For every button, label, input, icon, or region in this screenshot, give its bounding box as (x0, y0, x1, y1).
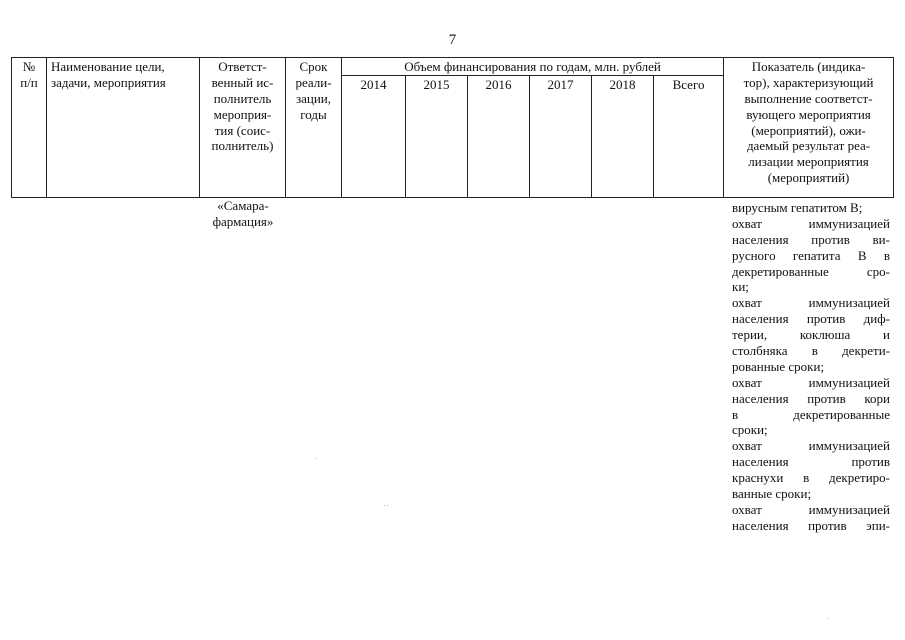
header-term-line: реали- (295, 74, 332, 90)
scan-speck (828, 618, 829, 619)
indicator-word: иммунизацией (808, 295, 890, 311)
page-number: 7 (448, 32, 457, 48)
header-indicator-line: (мероприятий) (767, 170, 850, 186)
header-year-2014: 2014 (342, 76, 406, 198)
indicator-text (732, 200, 890, 534)
indicator-line (732, 327, 890, 343)
indicator-word: гепатита (792, 247, 841, 263)
indicator-word: декретированные (732, 263, 829, 279)
header-term-line: годы (300, 106, 327, 122)
indicator-word: русного (732, 247, 776, 263)
indicator-word: кори (864, 390, 890, 406)
indicator-line (732, 518, 890, 534)
indicator-word: иммунизацией (808, 501, 890, 517)
indicator-word: эпи- (866, 517, 890, 533)
header-term (286, 58, 342, 198)
indicator-word: охват (732, 438, 762, 454)
indicator-line: вирусным гепатитом В; (732, 200, 863, 215)
header-total: Всего (654, 76, 724, 198)
header-responsible-line: полнитель (213, 90, 272, 106)
indicator-word: коклюша (799, 327, 851, 343)
indicator-line (732, 264, 890, 280)
indicator-word: против (851, 454, 890, 470)
header-indicator-line: лизации мероприятия (748, 154, 869, 170)
indicator-line (732, 295, 890, 311)
indicator-word: населения (732, 231, 789, 247)
indicator-line (732, 438, 890, 454)
indicator-word: населения (732, 311, 789, 327)
header-indicator-line: (мероприятий), ожи- (751, 122, 866, 138)
header-responsible (200, 58, 286, 198)
indicator-word: в (732, 406, 739, 422)
indicator-word: против (806, 311, 846, 327)
table-header (11, 57, 894, 198)
indicator-word: населения (732, 517, 789, 533)
indicator-word: населения (732, 390, 789, 406)
indicator-line (732, 454, 890, 470)
indicator-line (732, 502, 890, 518)
header-indicator-line: тор), характеризующий (743, 74, 874, 90)
indicator-word: краснухи (732, 470, 784, 486)
header-term-line: Срок (299, 59, 328, 74)
scan-speck (316, 458, 317, 459)
indicator-word: столбняка (732, 343, 788, 359)
indicator-line (732, 343, 890, 359)
header-responsible-line: полнитель) (211, 138, 274, 154)
indicator-line (732, 391, 890, 407)
indicator-word: в (811, 343, 818, 359)
indicator-word: иммунизацией (808, 374, 890, 390)
indicator-word: иммунизацией (808, 215, 890, 231)
header-number (12, 58, 47, 198)
indicator-word: и (883, 327, 890, 343)
indicator-line: ки; (732, 279, 749, 295)
header-year-2018: 2018 (592, 76, 654, 198)
header-responsible-line: Ответст- (218, 59, 267, 74)
header-financing-title: Объем финансирования по годам, млн. рублей (342, 58, 724, 76)
indicator-line (732, 216, 890, 232)
indicator-word: декретиро- (829, 470, 890, 486)
indicator-word: населения (732, 454, 789, 470)
header-responsible-line: мероприя- (213, 106, 272, 122)
indicator-line: рованные сроки; (732, 358, 825, 374)
header-term-line: зации, (295, 90, 332, 106)
indicator-word: В (857, 247, 867, 263)
indicator-word: диф- (863, 311, 890, 327)
header-number-line: № (22, 59, 36, 74)
header-year-2017: 2017 (530, 76, 592, 198)
indicator-word: против (811, 231, 850, 247)
co-executor-line: «Самара- (217, 198, 269, 213)
indicator-word: в (883, 247, 890, 263)
indicator-word: против (807, 390, 846, 406)
indicator-word: в (803, 470, 810, 486)
indicator-word: декретированные (793, 406, 890, 422)
header-name-line: задачи, мероприятия (51, 74, 166, 90)
header-name (47, 58, 200, 198)
indicator-word: сро- (866, 263, 890, 279)
indicator-word: терии, (732, 327, 768, 343)
header-name-line: Наименование цели, (51, 59, 165, 74)
header-year-2015: 2015 (406, 76, 468, 198)
indicator-word: охват (732, 295, 762, 311)
header-indicator-line: даемый результат реа- (746, 138, 871, 154)
indicator-word: декрети- (842, 343, 890, 359)
co-executor (204, 198, 282, 230)
scan-speck (384, 505, 385, 506)
indicator-word: иммунизацией (808, 438, 890, 454)
indicator-line (732, 311, 890, 327)
indicator-line (732, 407, 890, 423)
indicator-line (732, 232, 890, 248)
indicator-line (732, 375, 890, 391)
header-year-2016: 2016 (468, 76, 530, 198)
indicator-line (732, 248, 890, 264)
header-indicator-line: выполнение соответст- (744, 90, 873, 106)
header-number-line: п/п (20, 74, 38, 90)
indicator-word: охват (732, 374, 762, 390)
indicator-word: охват (732, 501, 762, 517)
indicator-word: против (808, 517, 847, 533)
header-indicator (724, 58, 894, 198)
header-indicator-line: вующего мероприятия (746, 106, 871, 122)
indicator-word: охват (732, 215, 762, 231)
indicator-line: ванные сроки; (732, 486, 812, 502)
indicator-line (732, 470, 890, 486)
header-indicator-line: Показатель (индика- (751, 59, 866, 74)
co-executor-line: фармация» (212, 213, 274, 229)
header-responsible-line: тия (соис- (214, 122, 271, 138)
header-responsible-line: венный ис- (211, 74, 274, 90)
scan-speck (387, 505, 388, 506)
indicator-line: сроки; (732, 422, 768, 438)
indicator-word: ви- (872, 231, 890, 247)
